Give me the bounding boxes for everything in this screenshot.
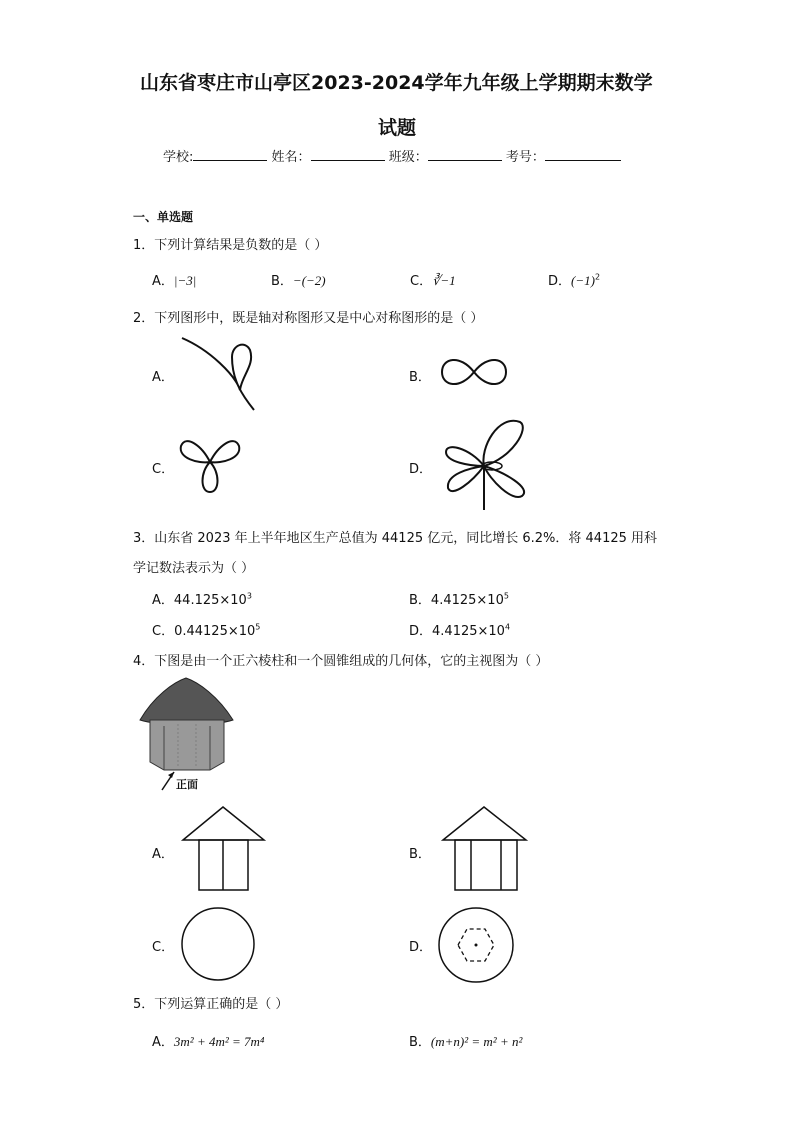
option-letter: A．	[152, 1035, 174, 1050]
q2-option-b-label: B．	[409, 370, 431, 385]
option-letter: B．	[409, 593, 431, 608]
q3-option-c	[152, 620, 260, 639]
q3-option-a	[152, 589, 252, 608]
q4-option-a-figure	[182, 806, 266, 892]
number-label: 考号：	[505, 150, 545, 165]
option-expr: −(−2)	[292, 273, 326, 288]
option-exponent: 3	[246, 591, 252, 601]
q3-stem-line2: 学记数法表示为（ ）	[133, 561, 255, 576]
option-value: 4.4125×10	[432, 624, 505, 639]
option-expr: (−1)	[571, 273, 595, 288]
class-field[interactable]	[428, 148, 502, 161]
header-fields	[163, 146, 621, 165]
q1-option-d	[548, 270, 600, 289]
section-heading: 一、单选题	[133, 210, 194, 224]
q4-option-b-label: B．	[409, 847, 431, 862]
q2-option-d-label: D．	[409, 462, 433, 477]
option-exponent: 5	[255, 622, 261, 632]
q2-option-c-figure	[178, 436, 242, 494]
option-letter: D．	[548, 274, 572, 289]
q2-option-a-figure	[180, 335, 260, 413]
q4-stem: 4．下图是由一个正六棱柱和一个圆锥组成的几何体，它的主视图为（ ）	[133, 654, 549, 669]
name-label: 姓名：	[271, 150, 311, 165]
q5-stem: 5．下列运算正确的是（ ）	[133, 997, 289, 1012]
school-field[interactable]	[193, 148, 267, 161]
q2-stem: 2．下列图形中，既是轴对称图形又是中心对称图形的是（ ）	[133, 311, 484, 326]
q5-option-b	[409, 1031, 522, 1050]
q2-option-a-label: A．	[152, 370, 174, 385]
q3-option-d	[409, 620, 510, 639]
option-value: 0.44125×10	[174, 624, 256, 639]
option-value: 4.4125×10	[430, 593, 504, 608]
option-letter: A．	[152, 593, 174, 608]
q4-option-d-label: D．	[409, 940, 433, 955]
page-title-line2: 试题	[378, 117, 417, 139]
name-field[interactable]	[311, 148, 385, 161]
option-letter: B．	[409, 1035, 431, 1050]
option-letter: C．	[410, 274, 433, 289]
option-exponent: 2	[594, 272, 601, 282]
q1-stem: 1．下列计算结果是负数的是（ ）	[133, 238, 328, 253]
q2-option-c-label: C．	[152, 462, 175, 477]
q4-option-d-figure	[437, 906, 515, 984]
option-value: 44.125×10	[173, 593, 247, 608]
school-label: 学校:	[163, 150, 194, 165]
q4-option-b-figure	[442, 806, 528, 892]
q2-option-b-figure	[440, 356, 508, 388]
option-expr: (m+n)² = m² + n²	[430, 1034, 523, 1049]
class-label: 班级：	[388, 150, 428, 165]
q3-stem-line1: 3．山东省 2023 年上半年地区生产总值为 44125 亿元，同比增长 6.2%．将 44125 用科	[133, 531, 658, 546]
option-letter: B．	[271, 274, 293, 289]
number-field[interactable]	[545, 148, 621, 161]
q2-option-d-figure	[440, 418, 528, 512]
q4-option-a-label: A．	[152, 847, 174, 862]
q4-option-c-figure	[180, 906, 256, 982]
option-letter: D．	[409, 624, 433, 639]
q4-option-c-label: C．	[152, 940, 175, 955]
option-exponent: 5	[503, 591, 509, 601]
option-expr: ∛−1	[432, 273, 456, 288]
q3-option-b	[409, 589, 509, 608]
front-label: 正面	[176, 778, 198, 791]
option-letter: A．	[152, 274, 174, 289]
option-letter: C．	[152, 624, 175, 639]
option-expr: |−3|	[173, 273, 197, 288]
option-exponent: 4	[504, 622, 511, 632]
q1-option-a	[152, 270, 196, 289]
page-title-line1: 山东省枣庄市山亭区2023-2024学年九年级上学期期末数学	[140, 72, 653, 94]
option-expr: 3m² + 4m² = 7m⁴	[173, 1034, 265, 1049]
q1-option-c	[410, 270, 456, 289]
q1-option-b	[271, 270, 326, 289]
q5-option-a	[152, 1031, 264, 1050]
